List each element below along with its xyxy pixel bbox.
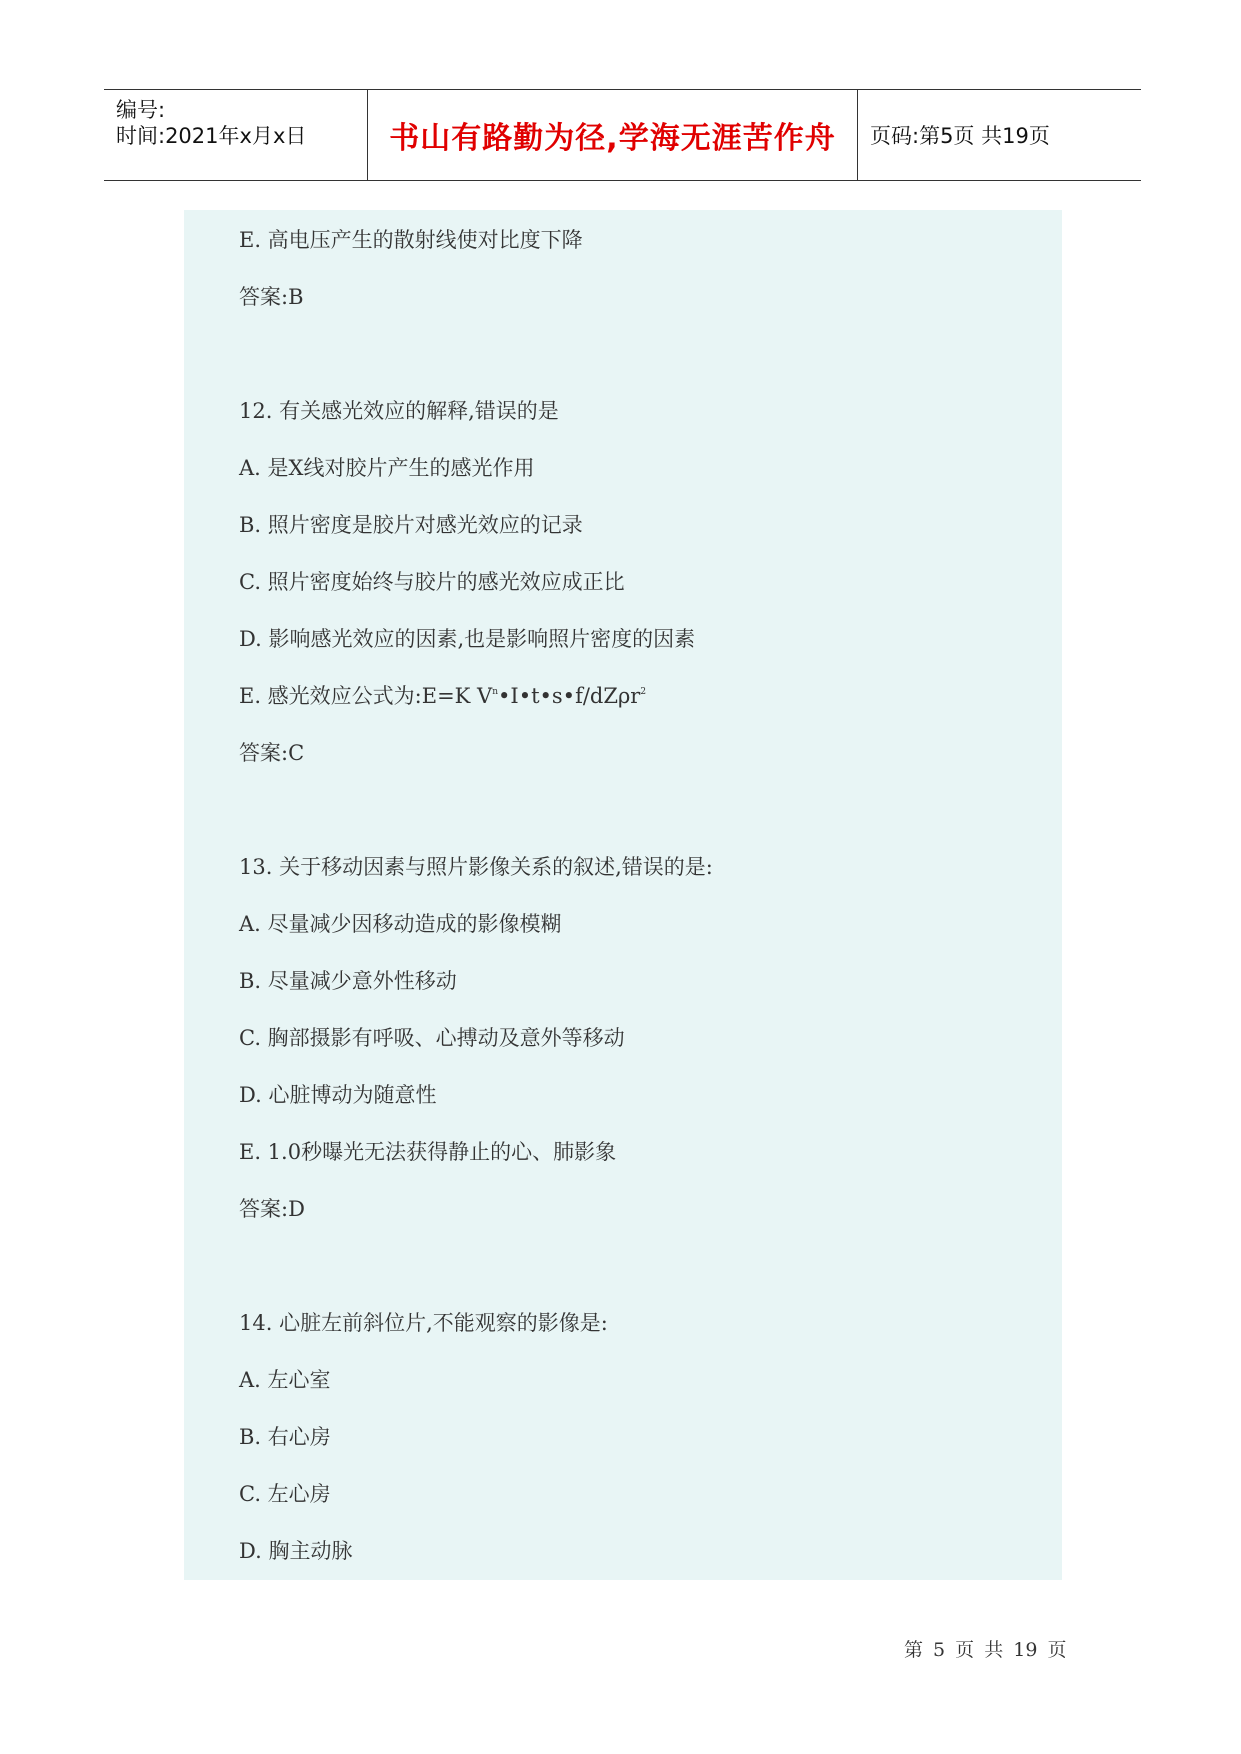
option-line: B. 照片密度是胶片对感光效应的记录	[239, 513, 583, 537]
option-line: A. 尽量减少因移动造成的影像模糊	[239, 912, 562, 936]
option-line: D. 心脏博动为随意性	[239, 1083, 437, 1107]
motto: 书山有路勤为径,学海无涯苦作舟	[368, 90, 858, 180]
number-label: 编号:	[116, 98, 166, 122]
answer-line: 答案:D	[239, 1197, 305, 1221]
option-line: A. 左心室	[239, 1368, 331, 1392]
option-line: B. 尽量减少意外性移动	[239, 969, 457, 993]
option-line: E. 高电压产生的散射线使对比度下降	[239, 228, 583, 252]
page-code: 页码:第5页 共19页	[870, 124, 1050, 148]
option-line: C. 照片密度始终与胶片的感光效应成正比	[239, 570, 625, 594]
answer-line: 答案:C	[239, 741, 305, 765]
page-header	[104, 89, 1141, 181]
header-left-cell	[104, 90, 368, 180]
option-line: C. 左心房	[239, 1482, 331, 1506]
question-content	[184, 210, 1062, 1580]
formula-superscript: n	[492, 687, 499, 697]
page-footer: 第 5 页 共 19 页	[904, 1639, 1067, 1661]
option-line: C. 胸部摄影有呼吸、心搏动及意外等移动	[239, 1026, 625, 1050]
formula-text: E. 感光效应公式为:E=K V	[239, 684, 493, 708]
option-formula-line	[239, 680, 646, 710]
formula-text: •I•t•s•f/dZρr	[498, 684, 641, 708]
time-label: 时间:2021年x月x日	[116, 124, 307, 148]
option-line: D. 影响感光效应的因素,也是影响照片密度的因素	[239, 627, 696, 651]
option-line: B. 右心房	[239, 1425, 331, 1449]
question-12: 12. 有关感光效应的解释,错误的是	[239, 399, 559, 423]
answer-line: 答案:B	[239, 285, 304, 309]
formula-superscript: 2	[640, 687, 647, 697]
option-line: A. 是X线对胶片产生的感光作用	[239, 456, 535, 480]
option-line: E. 1.0秒曝光无法获得静止的心、肺影象	[239, 1140, 617, 1164]
question-14: 14. 心脏左前斜位片,不能观察的影像是:	[239, 1311, 608, 1335]
question-13: 13. 关于移动因素与照片影像关系的叙述,错误的是:	[239, 855, 713, 879]
option-line: D. 胸主动脉	[239, 1539, 353, 1563]
